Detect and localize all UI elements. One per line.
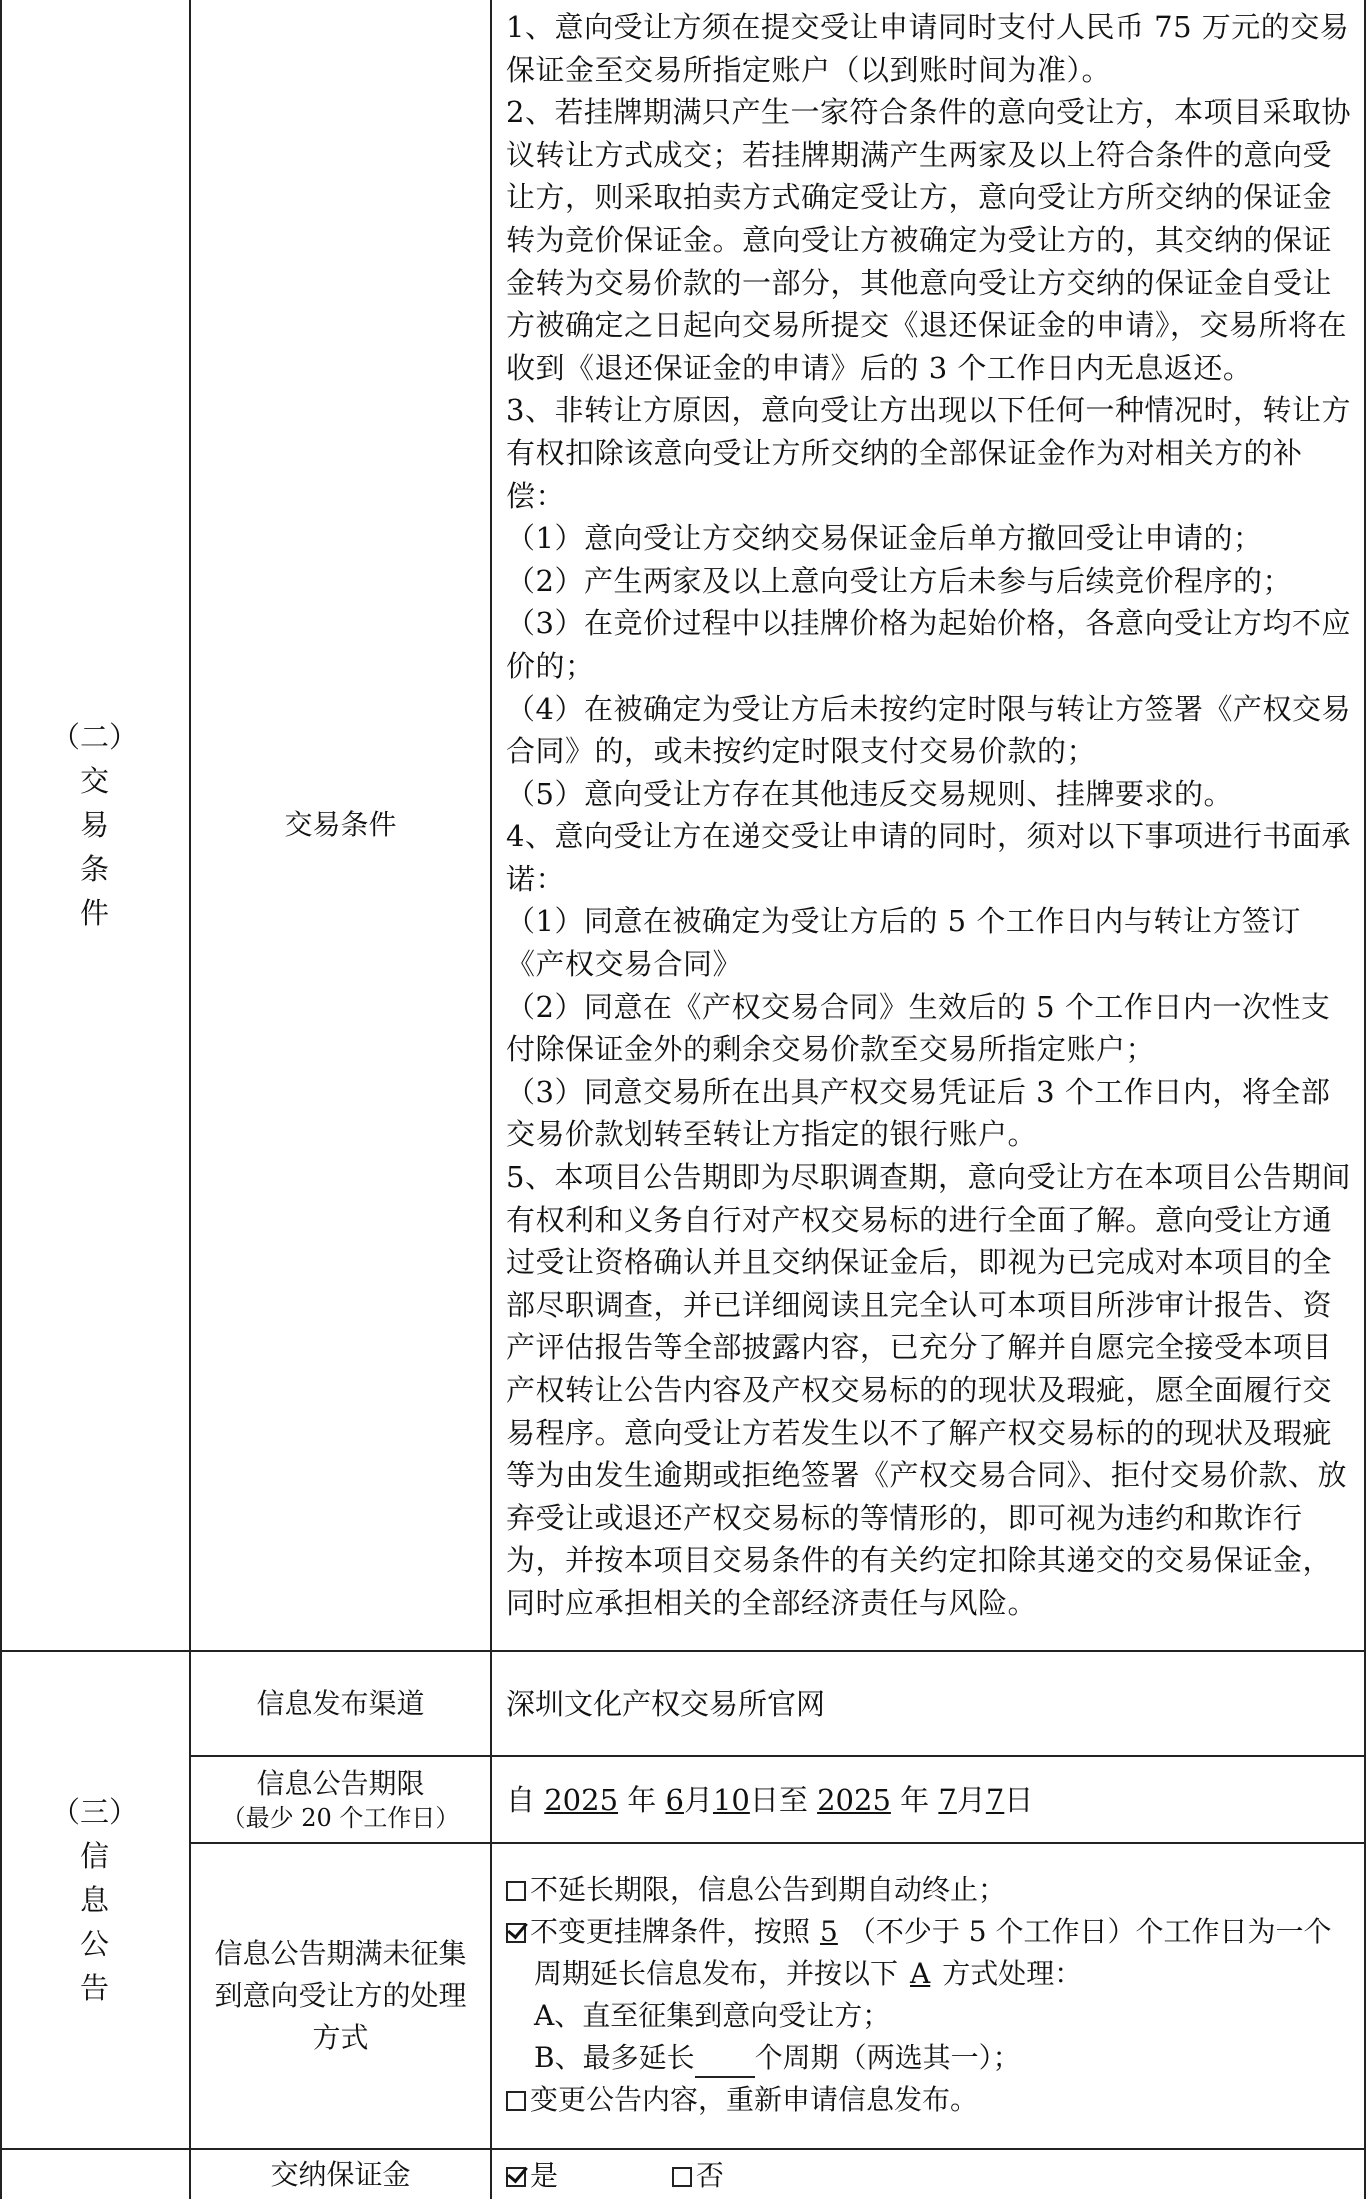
expiry-handling-label-text: 信息公告期满未征集到意向受让方的处理方式 — [214, 1937, 467, 2054]
section3-label-char: （三） — [50, 1795, 138, 1829]
period-prefix: 自 — [506, 1783, 536, 1817]
expiry-sub-option-a-text: A、直至征集到意向受让方； — [534, 1999, 891, 2032]
period-month-char: 月 — [683, 1783, 713, 1817]
deposit-yes-label: 是 — [530, 2159, 559, 2192]
condition-paragraph: （1）同意在被确定为受让方后的 5 个工作日内与转让方签订《产权交易合同》 — [506, 904, 1301, 982]
info-channel-value-text: 深圳文化产权交易所官网 — [506, 1687, 826, 1721]
condition-paragraph: （2）产生两家及以上意向受让方后未参与后续竞价程序的； — [506, 563, 1292, 598]
expiry-sub-option-b — [534, 2038, 1021, 2078]
info-period-value — [506, 1780, 1033, 1820]
period-month-char: 月 — [956, 1783, 986, 1817]
period-start-year: 2025 — [544, 1783, 619, 1817]
info-channel-label-text: 信息发布渠道 — [256, 1686, 425, 1720]
expiry-option-2-text-a: 不变更挂牌条件，按照 — [530, 1915, 811, 1948]
section2-label-char: 条 — [79, 852, 109, 886]
info-period-label — [191, 1757, 490, 1842]
expiry-option-3-text: 变更公告内容，重新申请信息发布。 — [530, 2083, 979, 2116]
deposit-label-text: 交纳保证金 — [270, 2157, 411, 2191]
section2-label-char: 交 — [79, 764, 109, 798]
period-to: 日至 — [749, 1783, 808, 1817]
transaction-conditions-label — [191, 0, 490, 1650]
period-year-char: 年 — [900, 1783, 930, 1817]
section2-label-char: 易 — [79, 808, 109, 842]
period-start-day: 10 — [712, 1783, 750, 1817]
expiry-handling-label — [191, 1844, 490, 2148]
condition-paragraph: 4、意向受让方在递交受让申请的同时，须对以下事项进行书面承诺： — [506, 819, 1351, 896]
expiry-option-2-text-c: 周期延长信息发布，并按以下 — [534, 1957, 899, 1990]
condition-paragraph: （4）在被确定为受让方后未按约定时限与转让方签署《产权交易合同》的，或未按约定时限支付交易价款的； — [506, 691, 1351, 769]
condition-paragraph: （5）意向受让方存在其他违反交易规则、挂牌要求的。 — [506, 776, 1233, 811]
transaction-conditions-content — [506, 6, 1352, 1625]
section3-label-char: 告 — [79, 1971, 109, 2005]
expiry-option-1[interactable] — [506, 1870, 1006, 1910]
period-end-year: 2025 — [817, 1783, 891, 1817]
checkbox-unchecked-icon[interactable] — [506, 1881, 526, 1901]
info-period-sublabel: （最少 20 个工作日） — [221, 1803, 460, 1832]
extension-days: 5 — [820, 1915, 838, 1948]
period-end-day: 7 — [985, 1783, 1005, 1817]
section2-label — [0, 0, 189, 1650]
condition-paragraph: 3、非转让方原因，意向受让方出现以下任何一种情况时，转让方有权扣除该意向受让方所交纳的全部保证金作为对相关方的补偿： — [506, 393, 1351, 513]
condition-paragraph: （1）意向受让方交纳交易保证金后单方撤回受让申请的； — [506, 521, 1263, 556]
expiry-option-2-text-d: 方式处理： — [942, 1957, 1083, 1990]
deposit-label — [191, 2150, 490, 2199]
transaction-conditions-label-text: 交易条件 — [284, 808, 397, 841]
section3-label — [0, 1652, 189, 2148]
table-divider-2 — [490, 0, 492, 2199]
section3-label-char: 信 — [79, 1839, 109, 1873]
deposit-options — [506, 2156, 724, 2196]
condition-paragraph: （2）同意在《产权交易合同》生效后的 5 个工作日内一次性支付除保证金外的剩余交易价款至交易所指定账户； — [506, 989, 1331, 1067]
processing-mode: A — [910, 1957, 931, 1990]
condition-paragraph: （3）同意交易所在出具产权交易凭证后 3 个工作日内，将全部交易价款划转至转让方指定的银行账户。 — [506, 1074, 1331, 1152]
condition-paragraph: （3）在竞价过程中以挂牌价格为起始价格，各意向受让方均不应价的； — [506, 606, 1351, 683]
checkbox-checked-icon[interactable] — [506, 1923, 526, 1943]
info-channel-value — [506, 1684, 825, 1724]
section3-label-char: 公 — [79, 1927, 109, 1961]
checkbox-checked-icon[interactable] — [506, 2167, 526, 2187]
period-year-char: 年 — [627, 1783, 657, 1817]
expiry-option-2-text-b: （不少于 5 个工作日）个工作日为一个 — [847, 1915, 1332, 1948]
period-day-char: 日 — [1004, 1783, 1034, 1817]
section2-label-char: 件 — [79, 896, 109, 930]
section3-label-char: 息 — [79, 1883, 109, 1917]
condition-paragraph: 5、本项目公告期即为尽职调查期，意向受让方在本项目公告期间有权利和义务自行对产权交易标的进行全面了解。意向受让方通过受让资格确认并且交纳保证金后，即视为已完成对本项目的全部尽职调查，并已详细阅读且完全认可本项目所涉审计报告、资产评估报告等全部披露内容，已充分了解并自愿完全接受本项目产权转让公告内容及产权交易标的的现状及瑕疵，愿全面履行交易程序。意向受让方若发生以不了解产权交易标的的现状及瑕疵等为由发生逾期或拒绝签署《产权交易合同》、拒付交易价款、放弃受让或退还产权交易标的等情形的，即可视为违约和欺诈行为，并按本项目交易条件的有关约定扣除其递交的交易保证金，同时应承担相关的全部经济责任与风险。 — [506, 1160, 1351, 1620]
expiry-sub-option-b-text-b: 个周期（两选其一）； — [754, 2041, 1021, 2074]
period-start-month: 6 — [665, 1783, 684, 1817]
period-end-month: 7 — [938, 1783, 957, 1817]
expiry-option-1-text: 不延长期限，信息公告到期自动终止； — [530, 1873, 1007, 1906]
condition-paragraph: 1、意向受让方须在提交受让申请同时支付人民币 75 万元的交易保证金至交易所指定账户（以到账时间为准）。 — [506, 10, 1350, 87]
expiry-sub-option-a — [534, 1996, 890, 2036]
expiry-option-2-cont — [534, 1954, 1082, 1994]
expiry-sub-option-b-text-a: B、最多延长 — [534, 2041, 695, 2074]
blank-periods-field[interactable] — [695, 2052, 755, 2078]
section2-label-char: （二） — [50, 720, 138, 754]
condition-paragraph: 2、若挂牌期满只产生一家符合条件的意向受让方，本项目采取协议转让方式成交；若挂牌期满产生两家及以上符合条件的意向受让方，则采取拍卖方式确定受让方，意向受让方所交纳的保证金转为竞价保证金。意向受让方被确定为受让方的，其交纳的保证金转为交易价款的一部分，其他意向受让方交纳的保证金自受让方被确定之日起向交易所提交《退还保证金的申请》，交易所将在收到《退还保证金的申请》后的 3 个工作日内无息返还。 — [506, 95, 1351, 385]
expiry-option-3[interactable] — [506, 2080, 978, 2120]
info-channel-label — [191, 1652, 490, 1755]
info-period-label-text: 信息公告期限 — [256, 1766, 425, 1800]
checkbox-unchecked-icon[interactable] — [672, 2167, 692, 2187]
expiry-option-2[interactable] — [506, 1912, 1331, 1952]
checkbox-unchecked-icon[interactable] — [506, 2091, 526, 2111]
deposit-no-label: 否 — [695, 2159, 724, 2192]
